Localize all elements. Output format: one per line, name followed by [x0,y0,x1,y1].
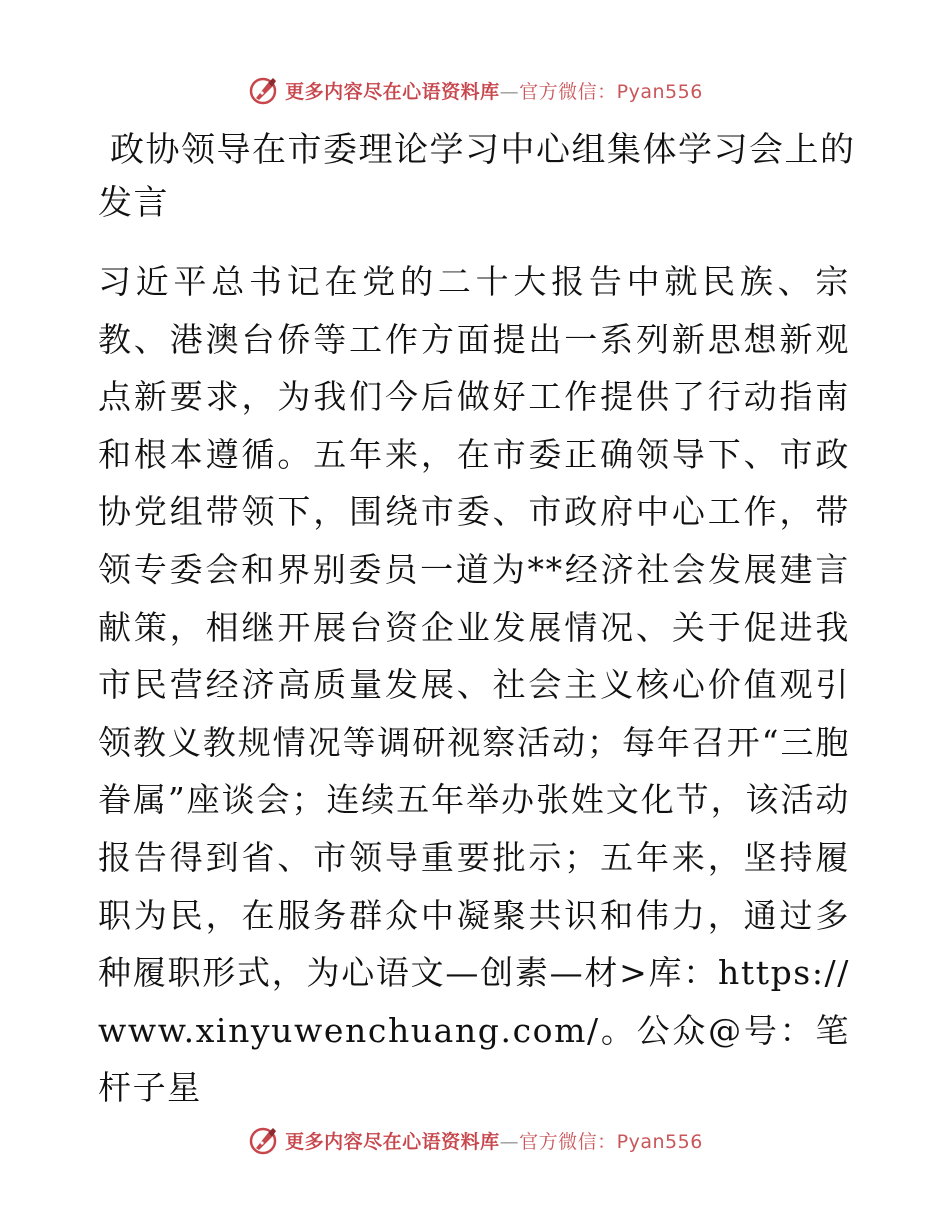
banner-text [285,77,703,104]
banner-wechat-text: 官方微信：Pyan556 [519,80,703,103]
pen-nib-logo-icon [247,1124,279,1156]
body-paragraph: 习近平总书记在党的二十大报告中就民族、宗教、港澳台侨等工作方面提出一系列新思想新观点新要求，为我们今后做好工作提供了行动指南和根本遵循。五年来，在市委正确领导下、市政协党组带领下，围绕市委、市政府中心工作，带领专委会和界别委员一道为**经济社会发展建言献策，相继开展台资企业发展情况、关于促进我市民营经济高质量发展、社会主义核心价值观引领教义教规情况等调研视察活动；每年召开“三胞眷属”座谈会；连续五年举办张姓文化节，该活动报告得到省、市领导重要批示；五年来，坚持履职为民，在服务群众中凝聚共识和伟力，通过多种履职形式，为心语文—创素—材>库：https://www.xinyuwenchuang.com/。公众@号：笔杆子星 [98,262,850,1108]
banner-text [285,1127,703,1154]
banner-strong-text: 更多内容尽在心语资料库 [285,1130,500,1153]
document-title: 政协领导在市委理论学习中心组集体学习会上的发言 [98,130,856,223]
banner-dash: — [499,80,520,103]
header-banner [0,70,950,110]
banner-strong-text: 更多内容尽在心语资料库 [285,80,500,103]
footer-banner [0,1120,950,1160]
banner-dash: — [499,1130,520,1153]
pen-nib-logo-icon [247,74,279,106]
banner-wechat-text: 官方微信：Pyan556 [519,1130,703,1153]
